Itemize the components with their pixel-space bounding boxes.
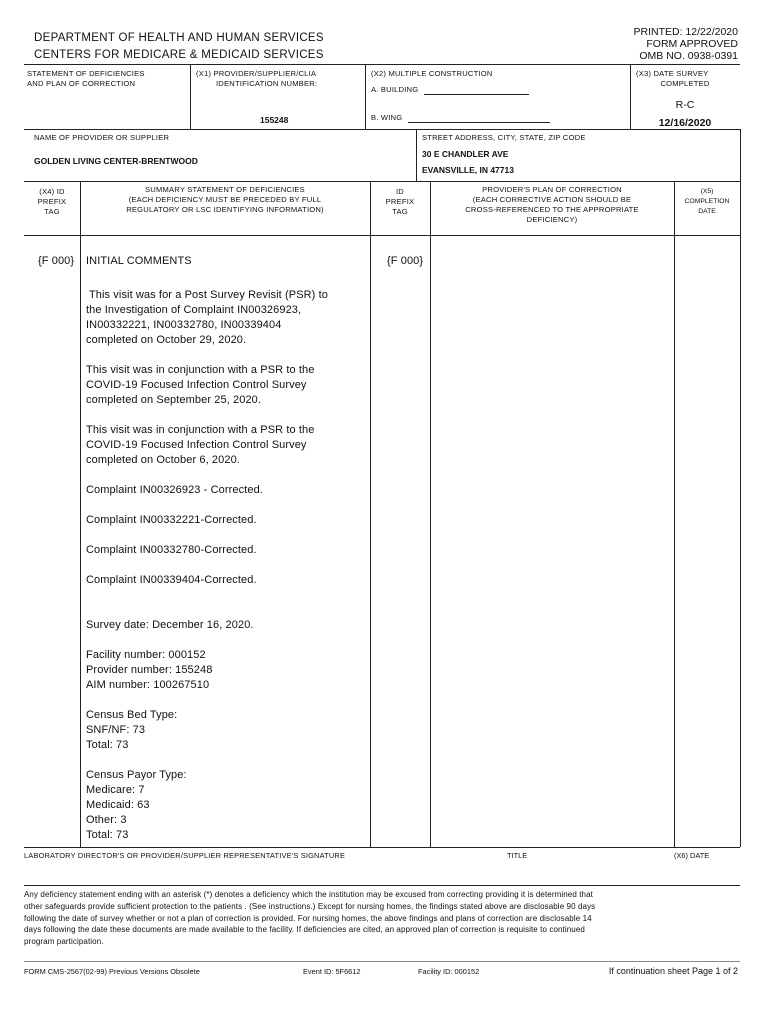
summary-header-line-2: (EACH DEFICIENCY MUST BE PRECEDED BY FULL xyxy=(128,195,322,204)
entry-line: This visit was for a Post Survey Revisit (PSR) to xyxy=(86,289,328,301)
x3-survey-date: 12/16/2020 xyxy=(658,117,712,129)
continuation-page: If continuation sheet Page 1 of 2 xyxy=(608,966,738,976)
statement-label-2: AND PLAN OF CORRECTION xyxy=(27,79,136,88)
entry-line xyxy=(86,693,368,708)
entry-line xyxy=(86,348,368,363)
signature-rule-bottom xyxy=(24,885,740,886)
entry-line: IN00332221, IN00332780, IN00339404 xyxy=(86,319,282,331)
rule-after-headers xyxy=(24,235,740,236)
entry-line: Total: 73 xyxy=(86,739,129,751)
entry-line xyxy=(86,633,368,648)
entry-line xyxy=(86,753,368,768)
right-edge-provider xyxy=(740,129,741,181)
entry-line: Total: 73 xyxy=(86,829,129,841)
x4-header-line-3: TAG xyxy=(44,207,60,216)
building-field xyxy=(371,85,529,95)
printed-date: PRINTED: 12/22/2020 xyxy=(633,26,738,38)
plan-header-line-3: CROSS-REFERENCED TO THE APPROPRIATE xyxy=(465,205,639,214)
form-number: FORM CMS-2567(02-99) Previous Versions Obsolete xyxy=(24,967,200,976)
entry-line: completed on October 29, 2020. xyxy=(86,334,247,346)
rule-after-provider xyxy=(24,181,740,182)
summary-header xyxy=(80,185,370,215)
disclaimer-line: program participation. xyxy=(24,937,104,947)
omb-number: OMB NO. 0938-0391 xyxy=(639,50,738,62)
entry-line: COVID-19 Focused Infection Control Survey xyxy=(86,439,307,451)
plan-header-line-2: (EACH CORRECTIVE ACTION SHOULD BE xyxy=(472,195,632,204)
entry-line: Survey date: December 16, 2020. xyxy=(86,619,254,631)
entry-line: Facility number: 000152 xyxy=(86,649,206,661)
right-tag: {F 000} xyxy=(387,255,424,267)
entry-line: Complaint IN00332780-Corrected. xyxy=(86,544,257,556)
entry-title: INITIAL COMMENTS xyxy=(86,255,192,267)
entry-line: This visit was in conjunction with a PSR to the xyxy=(86,364,315,376)
id-header xyxy=(370,187,430,217)
disclaimer-text xyxy=(24,889,740,948)
entry-line xyxy=(86,558,368,573)
summary-header-line-3: REGULATORY OR LSC IDENTIFYING INFORMATION) xyxy=(126,205,324,214)
divider-x1 xyxy=(190,64,191,129)
col-div-2 xyxy=(370,181,371,847)
entry-line: completed on September 25, 2020. xyxy=(86,394,262,406)
entry-line: This visit was in conjunction with a PSR to the xyxy=(86,424,315,436)
statement-label-1: STATEMENT OF DEFICIENCIES xyxy=(27,69,145,78)
wing-blank xyxy=(408,122,550,123)
x5-header xyxy=(674,187,740,217)
entry-line xyxy=(86,498,368,513)
plan-header xyxy=(430,185,674,225)
entry-line: Complaint IN00339404-Corrected. xyxy=(86,574,257,586)
disclaimer-line: other safeguards provide sufficient protection to the patients . (See instructions.) Except for nursing homes, the findings stated above are disclosable 90 days xyxy=(24,901,596,911)
x3-label-2: COMPLETED xyxy=(660,79,710,88)
disclaimer-line: Any deficiency statement ending with an asterisk (*) denotes a deficiency which the institution may be excused from correcting providing it is determined that xyxy=(24,890,593,899)
wing-label: B. WING xyxy=(371,113,403,122)
wing-field xyxy=(371,113,550,123)
x1-provider-number: 155248 xyxy=(260,115,289,125)
title-label: TITLE xyxy=(507,851,528,860)
col-div-1 xyxy=(80,181,81,847)
entry-line xyxy=(86,528,368,543)
event-id: Event ID: 5F6612 xyxy=(303,967,361,976)
x5-header-line-2: COMPLETION xyxy=(684,198,730,205)
provider-name-label: NAME OF PROVIDER OR SUPPLIER xyxy=(34,133,170,142)
x5-header-line-3: DATE xyxy=(698,208,716,215)
x1-label-2: IDENTIFICATION NUMBER: xyxy=(216,79,318,88)
entry-body xyxy=(86,288,368,843)
entry-line: SNF/NF: 73 xyxy=(86,724,146,736)
entry-line xyxy=(86,603,368,618)
centers-title: CENTERS FOR MEDICARE & MEDICAID SERVICES xyxy=(34,49,324,61)
x1-label-1: (X1) PROVIDER/SUPPLIER/CLIA xyxy=(196,69,317,78)
street-address: 30 E CHANDLER AVE xyxy=(422,149,509,159)
entry-line: AIM number: 100267510 xyxy=(86,679,210,691)
plan-header-line-1: PROVIDER'S PLAN OF CORRECTION xyxy=(482,185,622,194)
x2-label: (X2) MULTIPLE CONSTRUCTION xyxy=(371,69,493,78)
department-title: DEPARTMENT OF HEALTH AND HUMAN SERVICES xyxy=(34,32,324,44)
entry-line xyxy=(86,408,368,423)
entry-line xyxy=(86,588,368,603)
provider-name: GOLDEN LIVING CENTER-BRENTWOOD xyxy=(34,156,198,166)
entry-line: Other: 3 xyxy=(86,814,127,826)
signature-rule-top xyxy=(24,847,740,848)
address-label: STREET ADDRESS, CITY, STATE, ZIP CODE xyxy=(422,133,586,142)
left-tag: {F 000} xyxy=(38,255,75,267)
divider-x3 xyxy=(630,64,631,129)
id-header-line-2: PREFIX xyxy=(385,197,415,206)
summary-header-line-1: SUMMARY STATEMENT OF DEFICIENCIES xyxy=(145,185,305,194)
building-label: A. BUILDING xyxy=(371,85,419,94)
x4-header xyxy=(24,187,80,217)
entry-line: Census Bed Type: xyxy=(86,709,178,721)
disclaimer-line: days following the date these documents are made available to the facility. If deficiencies are cited, an approved plan of correction is requisite to continued xyxy=(24,925,585,935)
plan-header-line-4: DEFICIENCY) xyxy=(526,215,578,224)
city-state-zip: EVANSVILLE, IN 47713 xyxy=(422,165,514,175)
col-div-4 xyxy=(674,181,675,847)
x5-header-line-1: (X5) xyxy=(700,188,714,195)
entry-line xyxy=(86,468,368,483)
divider-x2 xyxy=(365,64,366,129)
top-rule xyxy=(24,64,740,65)
id-header-line-1: ID xyxy=(396,187,404,196)
divider-address xyxy=(416,129,417,181)
col-div-right xyxy=(740,181,741,847)
entry-line: Medicare: 7 xyxy=(86,784,145,796)
col-div-3 xyxy=(430,181,431,847)
entry-line: Census Payor Type: xyxy=(86,769,187,781)
footer-rule xyxy=(24,961,740,962)
date-label: (X6) DATE xyxy=(674,851,710,860)
entry-line: COVID-19 Focused Infection Control Survey xyxy=(86,379,307,391)
building-blank xyxy=(424,94,529,95)
x4-header-line-1: (X4) ID xyxy=(39,187,65,196)
entry-line: Provider number: 155248 xyxy=(86,664,213,676)
entry-line: Medicaid: 63 xyxy=(86,799,150,811)
id-header-line-3: TAG xyxy=(392,207,408,216)
entry-line: completed on October 6, 2020. xyxy=(86,454,240,466)
facility-id: Facility ID: 000152 xyxy=(418,967,480,976)
x4-header-line-2: PREFIX xyxy=(37,197,67,206)
signature-label: LABORATORY DIRECTOR'S OR PROVIDER/SUPPLIER REPRESENTATIVE'S SIGNATURE xyxy=(24,851,346,860)
form-approved: FORM APPROVED xyxy=(646,38,738,50)
entry-line: the Investigation of Complaint IN00326923, xyxy=(86,304,302,316)
entry-line: Complaint IN00326923 - Corrected. xyxy=(86,484,263,496)
entry-line: Complaint IN00332221-Corrected. xyxy=(86,514,257,526)
disclaimer-line: following the date of survey whether or not a plan of correction is provided. For nursing homes, the above findings and plans of correction are disclosable 14 xyxy=(24,913,592,923)
rule-after-ids xyxy=(24,129,740,130)
x3-label-1: (X3) DATE SURVEY xyxy=(636,69,709,78)
x3-rc: R-C xyxy=(675,99,695,111)
